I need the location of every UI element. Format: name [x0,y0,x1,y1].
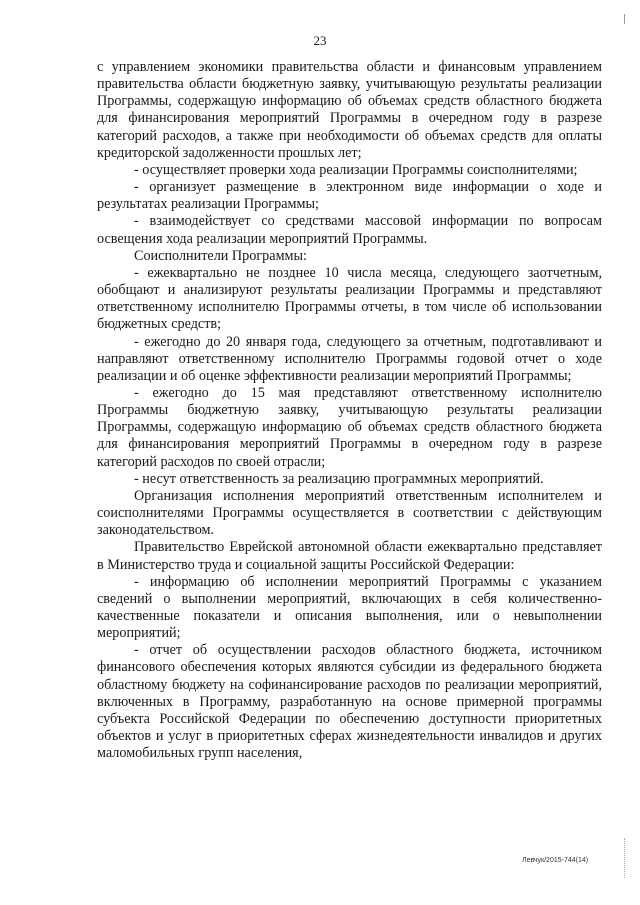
page-number: 23 [313,33,327,48]
paragraph: Правительство Еврейской автономной области ежеквартально представляет в Министерство труда и социальной защиты Российской Федерации: [97,539,602,573]
scan-edge-dots [624,838,626,878]
paragraph: - несут ответственность за реализацию программных мероприятий. [134,470,544,487]
paragraph: - информацию об исполнении мероприятий Программы с указанием сведений о выполнении мероприятий, включающих в себя количественно-качественные показатели и описания выполнения, или о невыполнении мероприятий; [97,573,602,642]
paragraph: - отчет об осуществлении расходов областного бюджета, источником финансового обеспечения которых являются субсидии из федерального бюджета областному бюджету на софинансирование расходов по реализации мероприятий, включенных в Программу, разработанную на основе примерной программы субъекта Российской Федерации по обеспечению доступности приоритетных объектов и услуг в приоритетных сферах жизнедеятельности инвалидов и других маломобильных групп населения, [97,642,602,762]
paragraph: с управлением экономики правительства области и финансовым управлением правительства области бюджетную заявку, учитывающую результаты реализации Программы, содержащую информацию об объемах средств областного бюджета для финансирования мероприятий Программы в очередном году в разрезе категорий расходов, а также при необходимости об объемах средств для оплаты кредиторской задолженности прошлых лет; [97,59,602,161]
paragraph: - взаимодействует со средствами массовой информации по вопросам освещения хода реализации мероприятий Программы. [97,213,602,247]
paragraph: - ежеквартально не позднее 10 числа месяца, следующего заотчетным, обобщают и анализируют результаты реализации Программы и представляют ответственному исполнителю Программы отчеты, в том числе об использовании бюджетных средств; [97,264,602,333]
document-body [97,59,602,762]
document-footer-code: Левчук/2015-744(14) [522,857,589,864]
paragraph: - организует размещение в электронном виде информации о ходе и результатах реализации Программы; [97,179,602,213]
paragraph: - ежегодно до 20 января года, следующего за отчетным, подготавливают и направляют ответственному исполнителю Программы годовой отчет о ходе реализации и об оценке эффективности реализации мероприятий Программы; [97,333,602,384]
scan-edge-mark [624,14,625,24]
paragraph: - осуществляет проверки хода реализации Программы соисполнителями; [134,161,578,178]
paragraph: Организация исполнения мероприятий ответственным исполнителем и соисполнителями Программы осуществляется в соответствии с действующим законодательством. [97,487,602,539]
paragraph: - ежегодно до 15 мая представляют ответственному исполнителю Программы бюджетную заявку, учитывающую результаты реализации Программы, содержащую информацию об объемах средств областного бюджета для финансирования мероприятий Программы в очередном году в разрезе категорий расходов по своей отрасли; [97,384,602,470]
paragraph: Соисполнители Программы: [134,247,308,264]
